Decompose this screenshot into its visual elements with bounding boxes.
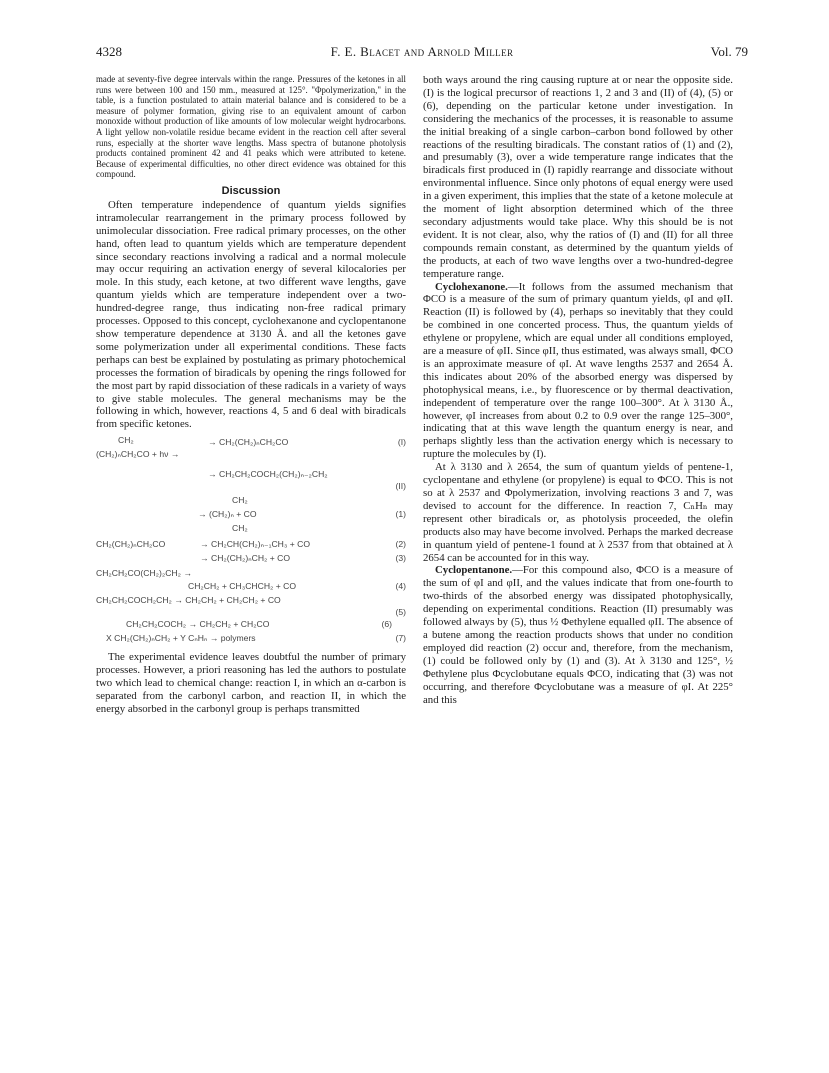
eq8: CH₂CH₂COCH₂ → CH₂CH₂ + CH₂CO bbox=[126, 619, 270, 630]
page-number: 4328 bbox=[96, 44, 122, 59]
eq2-number: (II) bbox=[395, 481, 406, 492]
eq4-left: CH₂(CH₂)ₙCH₂CO bbox=[96, 539, 166, 550]
reaction-mechanism-equations bbox=[96, 435, 406, 631]
cyclohexanone-text-1: —It follows from the assumed mechanism that ΦCO is a measure of the sum of primary quantum yields, φI and φII. Reaction (II) is followed by (4), perhaps so inevitably that they could be combined in one concerted process. Thus, the quantum yields of ethylene or propylene, which are equal under all conditions employed, are a measure of φII. Since φII, thus estimated, was always small, ΦCO is an approximate measure of φI. At wave lengths 2537 and 2654 Å. this indicates about 20% of the absorbed energy was dispersed by photophysical means, i.e., by fluorescence or by thermal deactivation, independent of temperature over the range 100–300°. At λ 3130 Å., however, φI increases from about 0.2 to 0.9 over the range 125–300°, indicating that at this wave length the quantum energy is near, and perhaps slightly less than the activation energy which is necessary to rupture the molecules by (I). bbox=[423, 280, 733, 461]
discussion-paragraph-2: The experimental evidence leaves doubtful the number of primary processes. However, a priori reasoning has led the authors to postulate two which lead to chemical change: reaction I, in which an α-carbon is separated from the carbonyl carbon, and reaction II, in which the energy absorbed in the carbonyl group is perhaps transmitted bbox=[96, 651, 406, 715]
eq6-left: CH₂CH₂CO(CH₂)₂CH₂ → bbox=[96, 568, 192, 579]
eq2-product: → CH₂CH₂COCH₂(CH₂)ₙ₋₂CH₂ bbox=[208, 469, 328, 480]
right-column bbox=[423, 74, 733, 706]
eq4-number: (2) bbox=[395, 539, 406, 550]
eq1-reactant: (CH₂)ₙCH₂CO + hν → bbox=[96, 449, 180, 460]
eq4-right: → CH₂CH(CH₂)ₙ₋₁CH₃ + CO bbox=[200, 539, 311, 550]
discussion-heading: Discussion bbox=[221, 184, 281, 197]
discussion-paragraph-1: Often temperature independence of quantum yields signifies intramolecular rearrangement in the primary process followed by unimolecular dissociation. Free radical primary processes, on the other hand, often lead to quantum yields which are temperature dependent since secondary reactions involving a radical and a normal molecule may occur requiring an activation energy of several kilocalories per mole. In this study, each ketone, at two different wave lengths, gave quantum yields which are temperature independent over a two-hundred-degree range, thus indicating non-free radical primary processes. Opposed to this concept, cyclohexanone and cyclopentanone show temperature dependence at 3130 Å. and all the ketones gave some polymerization under all experimental conditions. These facts perhaps can best be explained by postulating as primary photochemical processes the formation of biradicals by opening the rings followed for the most part by rapid dissociation of these radicals in a variety of ways to give stable molecules. The general mechanisms may be the following in which, however, reactions 4, 5 and 6 deal with biradicals from specific ketones. bbox=[96, 198, 406, 431]
volume-label: Vol. 79 bbox=[710, 44, 748, 59]
eq7-number: (5) bbox=[395, 607, 406, 618]
eq1-product: → CH₂(CH₂)ₙCH₂CO bbox=[208, 437, 289, 448]
polymer-equation bbox=[96, 633, 406, 647]
intro-paragraph: made at seventy-five degree intervals within the range. Pressures of the ketones in all runs were between 100 and 150 mm., measured at 125°. "Φpolymerization," in the table, is a function postulated to attain material balance and is considered to be a measure of polymer formation, giving rise to an equivalent amount of carbon monoxide without production of like amounts of low molecular weight hydrocarbons. A light yellow non-volatile residue became evident in the reaction cell after several runs, especially at the shorter wave lengths. Mass spectra of butanone photolysis products contained prominent 42 and 41 peaks which were attributed to ketene. Because of experimental difficulties, no other direct evidence was obtained for this compound. bbox=[96, 74, 406, 180]
eq5-number: (3) bbox=[395, 553, 406, 564]
eq7: CH₂CH₂COCH₂CH₂ → CH₂CH₂ + CH₂CH₂ + CO bbox=[96, 595, 281, 606]
eq8-number: (6) bbox=[381, 619, 392, 630]
eq5-right: → CH₂(CH₂)ₙCH₂ + CO bbox=[200, 553, 291, 564]
eq6-number: (4) bbox=[395, 581, 406, 592]
right-paragraph-1: both ways around the ring causing rupture at or near the opposite side. (I) is the logical precursor of reactions 1, 2 and 3 and (II) of (4), (5) or (6), depending on the particular ketone under investigation. In considering the mechanics of the processes, it is reasonable to assume the initial breaking of a single carbon–carbon bond followed by other reactions of the resulting biradicals. The constant ratios of (1) and (2), and presumably (3), over a wide temperature range indicates that the biradicals first produced in (I) rapidly rearrange and dissociate without environmental influence. Since only photons of equal energy were used in a given experiment, this implies that the state of a ketone molecule at the moment of light absorption determined which of the three secondary adjustments would take place. Why this should be is not evident. It is not clear, also, why the ratios of (I) and (II) for all three compounds remain constant, as determined by the quantum yields of the products, at each of two wave lengths over a two-hundred-degree temperature range. bbox=[423, 74, 734, 280]
cyclohexanone-paragraph-2: At λ 3130 and λ 2654, the sum of quantum yields of pentene-1, cyclopentane and ethylene (or propylene) is equal to ΦCO. This is not so at λ 2537 and Φpolymerization, involving reactions 3 and 7, was devised to account for the difference. In reaction 7, CₙHₙ may represent other biradicals or, as photolysis proceeded, the olefin products also may have become involved. Perhaps the marked decrease in quantum yield of pentene-1 found at λ 2537 from that obtained at λ 2654 can be accounted for in this way. bbox=[423, 461, 733, 564]
page-header bbox=[96, 44, 748, 64]
cyclopentanone-heading: Cyclopentanone. bbox=[435, 564, 513, 577]
eq3-number: (1) bbox=[395, 509, 406, 520]
cyclopentanone-paragraph bbox=[423, 564, 733, 706]
cyclopentanone-text: —For this compound also, ΦCO is a measure of the sum of φI and φII, and the values indicate that from one-fourth to two-thirds of the absorbed energy was dissipated photophysically, depending on experimental conditions. Reaction (II) presumably was followed always by (5), thus ½ Φethylene equalled φII. The absence of a butene among the reaction products shows that under no condition employed did reaction (2) occur and, therefore, from the mechanism, (1) could be followed only by (1) and (3). At λ 3130 and 125°, ½ Φethylene plus Φcyclobutane equals ΦCO, indicating that (3) was not occurring, and therefore Φcyclobutane was a measure of φI. At 225° and this bbox=[423, 564, 733, 706]
eq1-number: (I) bbox=[397, 437, 406, 448]
running-title: F. E. Blacet and Arnold Miller bbox=[330, 44, 514, 59]
cyclohexanone-heading: Cyclohexanone. bbox=[435, 280, 508, 293]
left-column bbox=[96, 74, 406, 716]
eq9-number: (7) bbox=[395, 633, 406, 644]
eq3-bottom: CH₂ bbox=[232, 523, 248, 534]
eq6-right: CH₂CH₂ + CH₃CHCH₂ + CO bbox=[188, 581, 297, 592]
eq3-middle: → (CH₂)ₙ + CO bbox=[198, 509, 257, 520]
eq3-top: CH₂ bbox=[232, 495, 248, 506]
eq1-top: CH₂ bbox=[118, 435, 134, 446]
eq9: X CH₂(CH₂)ₙCH₂ + Y CₙHₙ → polymers bbox=[106, 633, 256, 644]
cyclohexanone-paragraph-1 bbox=[423, 281, 733, 462]
